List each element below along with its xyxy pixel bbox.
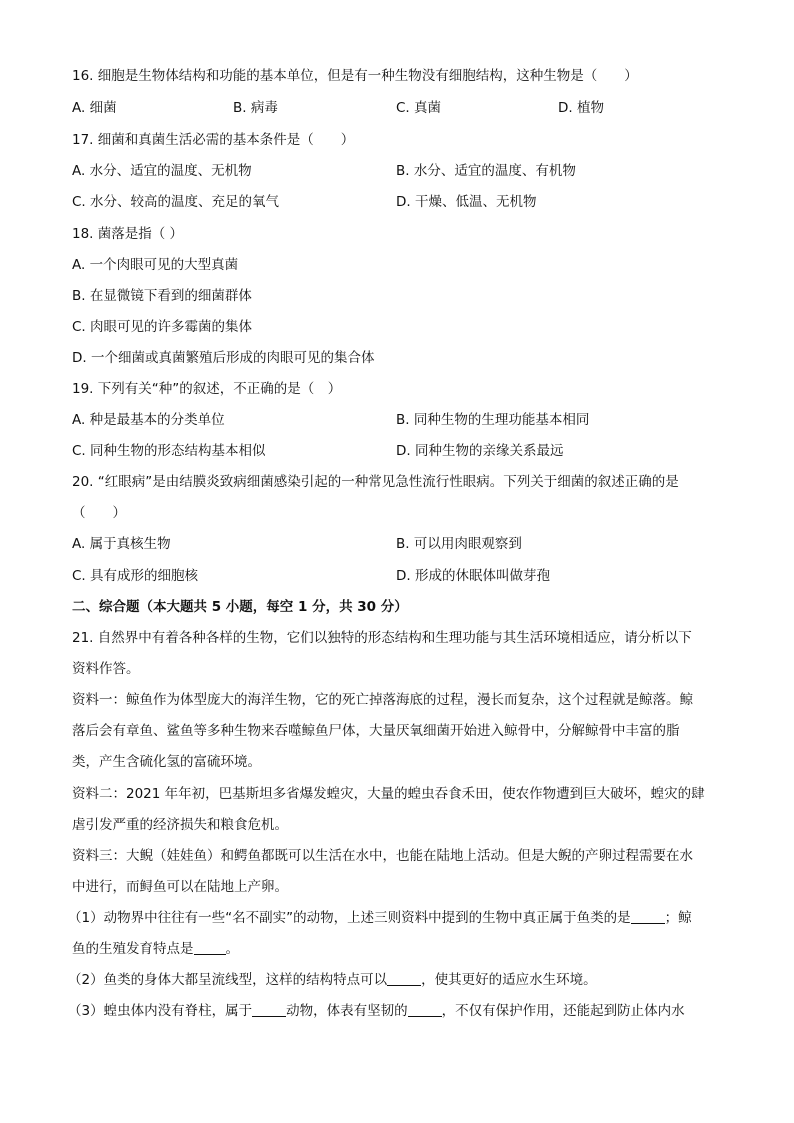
q16-option-b: B. 病毒: [233, 100, 278, 116]
q20-stem-line1: 20. “红眼病”是由结膜炎致病细菌感染引起的一种常见急性流行性眼病。下列关于细菌的叙述正确的是: [72, 474, 679, 490]
section-2-title: 二、综合题（本大题共 5 小题，每空 1 分，共 30 分）: [72, 599, 408, 615]
q21-subq2-text-a: （2）鱼类的身体大都呈流线型，这样的结构特点可以: [68, 972, 388, 988]
q19-option-a: A. 种是最基本的分类单位: [72, 412, 225, 428]
q19-option-c: C. 同种生物的形态结构基本相似: [72, 443, 266, 459]
q21-subq1-text-d: 。: [225, 941, 239, 957]
q21-subq1-line2: [72, 939, 239, 959]
q20-option-a: A. 属于真核生物: [72, 536, 171, 552]
q18-option-b: B. 在显微镜下看到的细菌群体: [72, 288, 252, 304]
q21-subq1-line1: [68, 908, 692, 928]
q21-subq1-text-a: （1）动物界中往往有一些“名不副实”的动物，上述三则资料中提到的生物中真正属于鱼类的是: [68, 910, 631, 926]
q21-intro-line1: 21. 自然界中有着各种各样的生物，它们以独特的形态结构和生理功能与其生活环境相适应，请分析以下: [72, 630, 692, 646]
answer-blank[interactable]: [631, 909, 665, 924]
q16-option-d: D. 植物: [558, 100, 604, 116]
q20-option-c: C. 具有成形的细胞核: [72, 568, 199, 584]
q17-option-c: C. 水分、较高的温度、充足的氧气: [72, 194, 280, 210]
q20-option-d: D. 形成的休眠体叫做芽孢: [396, 568, 550, 584]
q20-stem-line2: （ ）: [72, 505, 126, 521]
q21-subq1-text-b: ；鲸: [664, 910, 692, 926]
q21-material1-line1: 资料一：鲸鱼作为体型庞大的海洋生物，它的死亡掉落海底的过程，漫长而复杂，这个过程就是鲸落。鲸: [72, 692, 693, 708]
q21-material1-line3: 类，产生含硫化氢的富硫环境。: [72, 754, 261, 770]
q16-option-a: A. 细菌: [72, 100, 117, 116]
q21-material1-line2: 落后会有章鱼、鲨鱼等多种生物来吞噬鲸鱼尸体，大量厌氧细菌开始进入鲸骨中，分解鲸骨中丰富的脂: [72, 723, 680, 739]
q18-stem: 18. 菌落是指（ ）: [72, 226, 184, 242]
q17-option-a: A. 水分、适宜的温度、无机物: [72, 163, 252, 179]
answer-blank[interactable]: [408, 1002, 442, 1017]
q19-option-d: D. 同种生物的亲缘关系最远: [396, 443, 564, 459]
q17-option-d: D. 干燥、低温、无机物: [396, 194, 537, 210]
q21-material3-line2: 中进行，而鲟鱼可以在陆地上产卵。: [72, 879, 288, 895]
q21-subq2: [68, 970, 597, 990]
q21-subq2-text-b: ，使其更好的适应水生环境。: [421, 972, 597, 988]
q18-option-c: C. 肉眼可见的许多霉菌的集体: [72, 319, 253, 335]
q19-option-b: B. 同种生物的生理功能基本相同: [396, 412, 590, 428]
answer-blank[interactable]: [252, 1002, 286, 1017]
q21-material2-line1: 资料二：2021 年年初，巴基斯坦多省爆发蝗灾，大量的蝗虫吞食禾田，使农作物遭到巨大破坏，蝗灾的肆: [72, 786, 705, 802]
q18-option-d: D. 一个细菌或真菌繁殖后形成的肉眼可见的集合体: [72, 350, 375, 366]
q21-material2-line2: 虐引发严重的经济损失和粮食危机。: [72, 817, 288, 833]
q16-stem: 16. 细胞是生物体结构和功能的基本单位，但是有一种生物没有细胞结构，这种生物是（ ）: [72, 68, 638, 84]
answer-blank[interactable]: [194, 940, 226, 955]
q19-stem: 19. 下列有关“种”的叙述，不正确的是（ ）: [72, 381, 342, 397]
q16-option-c: C. 真菌: [396, 100, 442, 116]
q21-subq3-text-a: （3）蝗虫体内没有脊柱，属于: [68, 1003, 253, 1019]
q21-subq3-text-c: ，不仅有保护作用，还能起到防止体内水: [441, 1003, 685, 1019]
answer-blank[interactable]: [387, 971, 421, 986]
q17-option-b: B. 水分、适宜的温度、有机物: [396, 163, 576, 179]
q20-option-b: B. 可以用肉眼观察到: [396, 536, 522, 552]
q21-material3-line1: 资料三：大鲵（娃娃鱼）和鳄鱼都既可以生活在水中，也能在陆地上活动。但是大鲵的产卵过程需要在水: [72, 848, 693, 864]
q21-subq3: [68, 1001, 685, 1021]
q21-subq3-text-b: 动物，体表有坚韧的: [286, 1003, 408, 1019]
q21-intro-line2: 资料作答。: [72, 661, 140, 677]
q18-option-a: A. 一个肉眼可见的大型真菌: [72, 257, 239, 273]
q17-stem: 17. 细菌和真菌生活必需的基本条件是（ ）: [72, 132, 355, 148]
q21-subq1-text-c: 鱼的生殖发育特点是: [72, 941, 194, 957]
